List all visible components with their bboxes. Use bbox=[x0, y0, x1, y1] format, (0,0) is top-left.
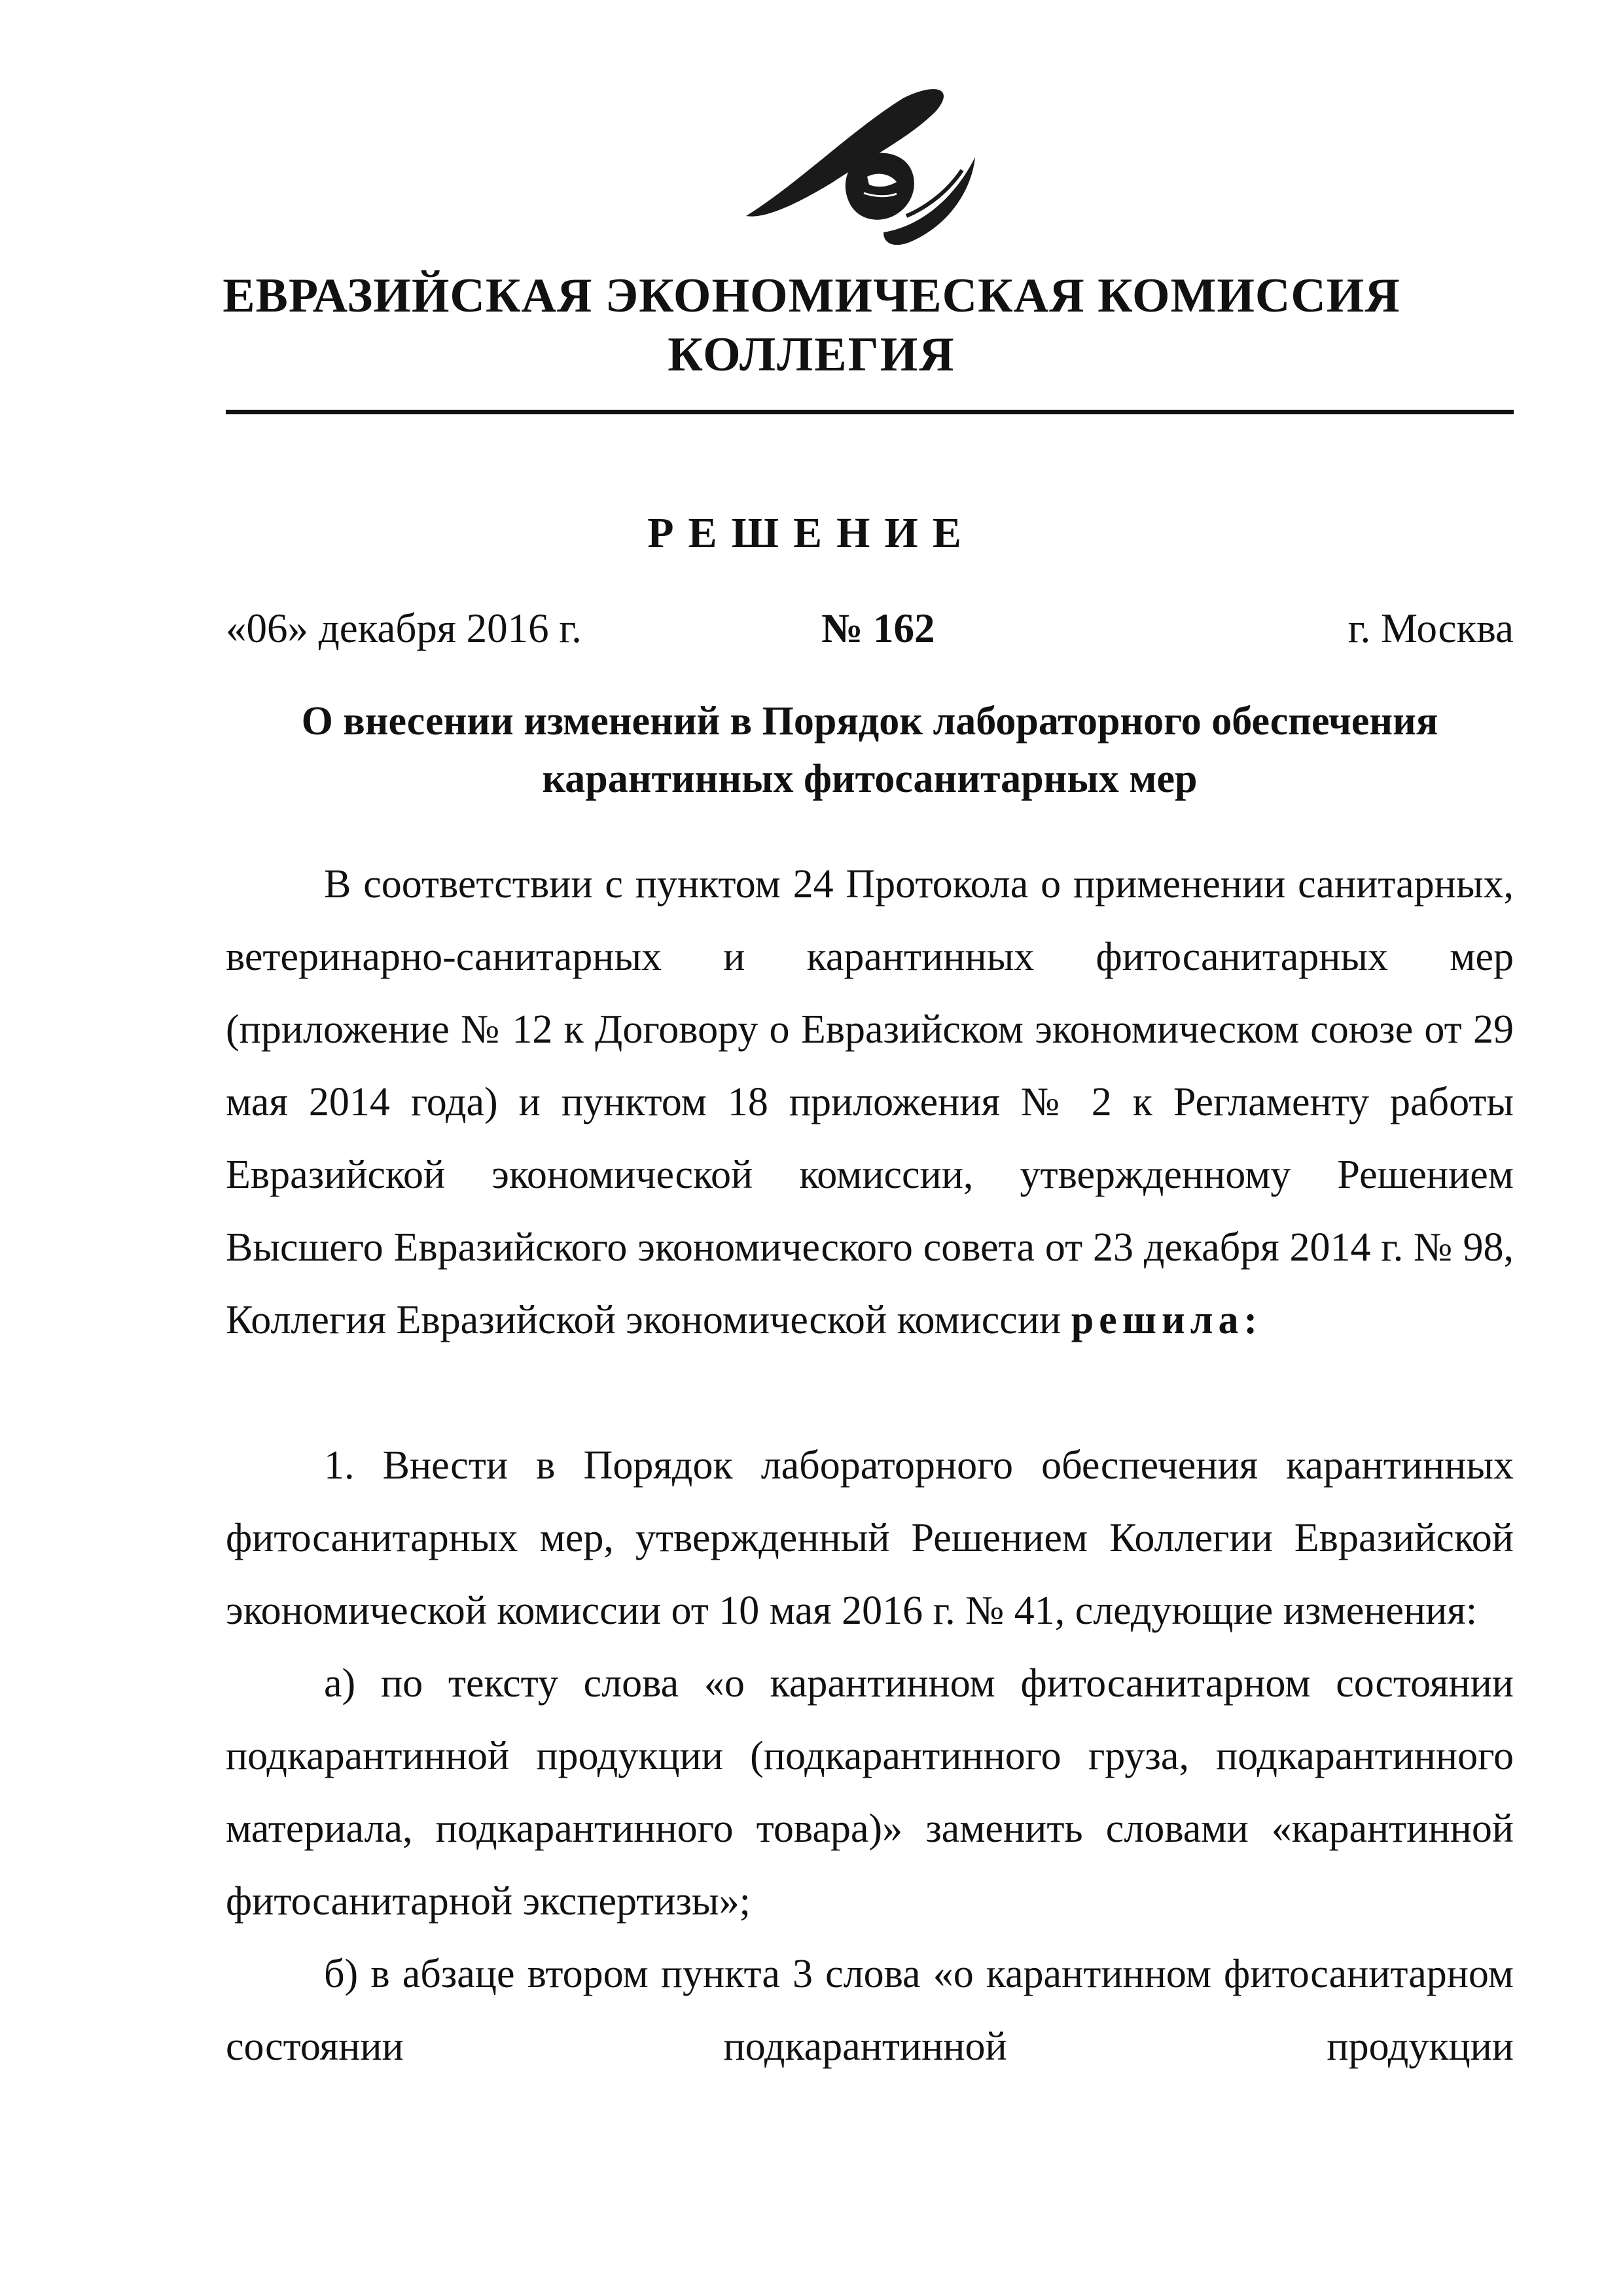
document-number: № 162 bbox=[821, 605, 935, 651]
decision-word: решила: bbox=[1071, 1298, 1263, 1342]
document-city: г. Москва bbox=[1347, 605, 1514, 651]
document-title-line: карантинных фитосанитарных мер bbox=[542, 757, 1198, 801]
document-title bbox=[226, 692, 1514, 808]
organization-body: КОЛЛЕГИЯ bbox=[668, 328, 955, 382]
document-type: РЕШЕНИЕ bbox=[647, 509, 976, 557]
document-meta bbox=[226, 599, 1514, 658]
item-a-paragraph: а) по тексту слова «о карантинном фитосанитарном состоянии подкарантинной продукции (подкарантинного груза, подкарантинного материала, подкарантинного товара)» заменить словами «карантинной фитосанитарной экспертизы»; bbox=[226, 1661, 1514, 1924]
preamble-paragraph bbox=[226, 848, 1514, 1357]
document-date: «06» декабря 2016 г. bbox=[226, 605, 582, 651]
document-title-line: О внесении изменений в Порядок лабораторного обеспечения bbox=[301, 699, 1438, 744]
item-1-paragraph: 1. Внести в Порядок лабораторного обеспечения карантинных фитосанитарных мер, утвержденный Решением Коллегии Евразийской экономической комиссии от 10 мая 2016 г. № 41, следующие изменения: bbox=[226, 1443, 1514, 1633]
organization-title: ЕВРАЗИЙСКАЯ ЭКОНОМИЧЕСКАЯ КОМИССИЯ bbox=[223, 269, 1400, 323]
item-b-paragraph: б) в абзаце втором пункта 3 слова «о карантинном фитосанитарном состоянии подкарантинной продукции bbox=[226, 1952, 1514, 2069]
preamble-text: В соответствии с пунктом 24 Протокола о применении санитарных, ветеринарно-санитарных и карантинных фитосанитарных мер (приложение № 12 к Договору о Евразийском экономическом союзе от 29 мая 2014 года) и пунктом 18 приложения № 2 к Регламенту работы Евразийской экономической комиссии, утвержденному Решением Высшего Евразийского экономического совета от 23 декабря 2014 г. № 98, Коллегия Евразийской экономической комиссии bbox=[226, 862, 1514, 1342]
eec-emblem-icon bbox=[740, 85, 1001, 262]
header-divider bbox=[226, 410, 1514, 414]
